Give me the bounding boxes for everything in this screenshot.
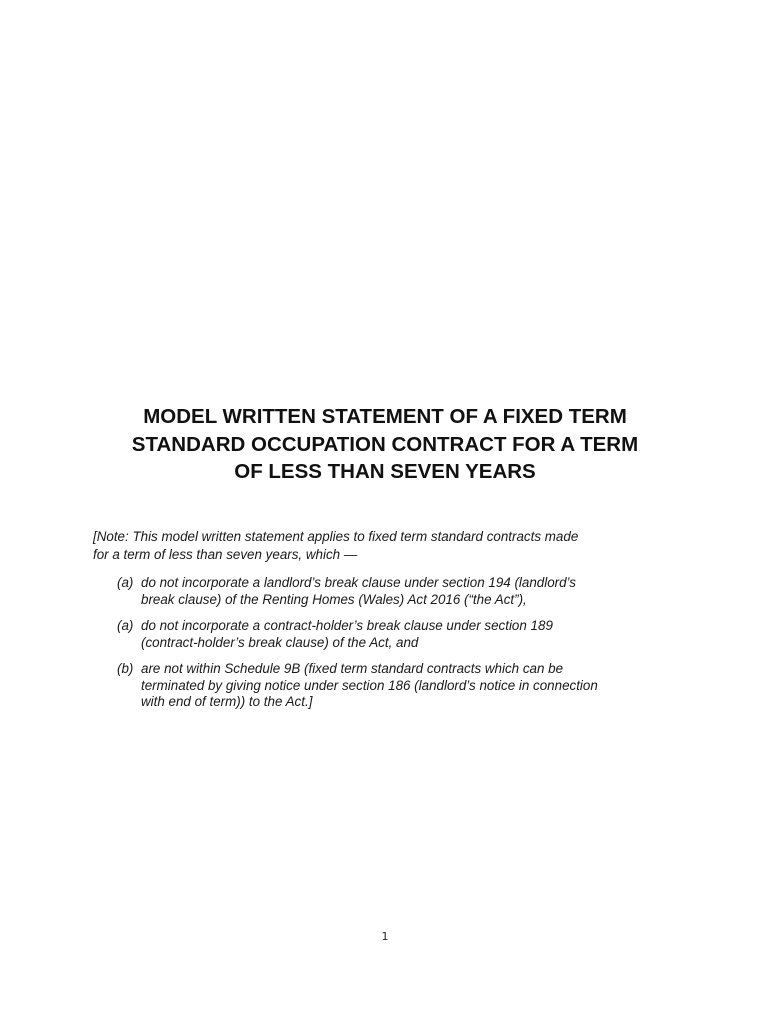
list-item-line: do not incorporate a contract-holder’s break clause under section 189 xyxy=(141,618,553,633)
list-item-marker: (b) xyxy=(117,661,134,676)
list-item-text xyxy=(141,661,697,711)
list-item-line: do not incorporate a landlord’s break clause under section 194 (landlord’s xyxy=(141,575,576,590)
list-item-line: terminated by giving notice under section 186 (landlord’s notice in connection xyxy=(141,677,598,693)
list-item-line: with end of term)) to the Act.] xyxy=(141,694,313,709)
list-item xyxy=(117,618,697,651)
title-line: OF LESS THAN SEVEN YEARS xyxy=(234,460,536,483)
title-line: STANDARD OCCUPATION CONTRACT FOR A TERM xyxy=(131,432,639,456)
list-item-marker: (a) xyxy=(117,575,134,590)
list-item-text xyxy=(141,575,697,608)
title-line: MODEL WRITTEN STATEMENT OF A FIXED TERM xyxy=(143,405,627,428)
list-item-line: are not within Schedule 9B (fixed term standard contracts which can be xyxy=(141,661,564,676)
note-paragraph xyxy=(93,528,693,564)
list-item-line: break clause) of the Renting Homes (Wales) Act 2016 (“the Act”), xyxy=(141,591,527,607)
page-number: 1 xyxy=(381,930,389,943)
list-item-line: (contract-holder’s break clause) of the Act, and xyxy=(141,634,419,650)
note-intro-line: for a term of less than seven years, which — xyxy=(93,547,358,562)
list-item xyxy=(117,661,697,711)
list-item xyxy=(117,575,697,608)
document-title xyxy=(0,403,770,486)
list-item-marker: (a) xyxy=(117,618,134,633)
note-intro xyxy=(93,528,693,564)
list-item-text xyxy=(141,618,697,651)
note-intro-line: [Note: This model written statement applies to fixed term standard contracts made xyxy=(93,529,579,544)
